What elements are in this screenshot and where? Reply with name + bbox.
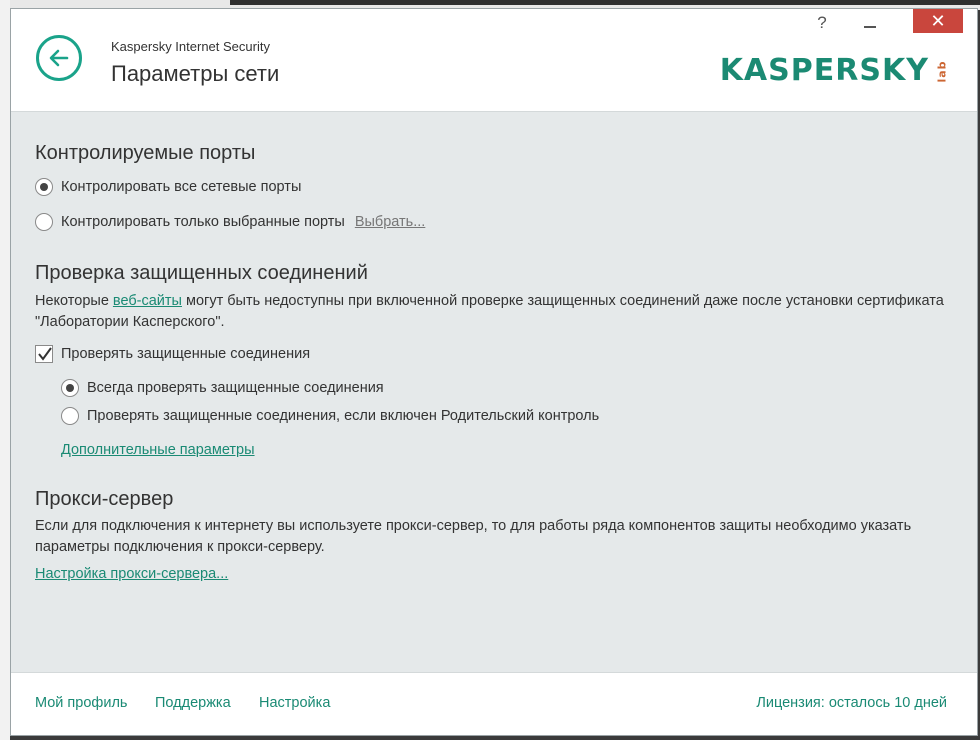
secure-option-parental-label: Проверять защищенные соединения, если включен Родительский контроль	[87, 408, 600, 424]
ports-section-title: Контролируемые порты	[35, 142, 256, 164]
ports-option-all[interactable]	[35, 178, 301, 196]
radio-selected-ports[interactable]	[35, 213, 53, 231]
close-button[interactable]: ✕	[913, 9, 963, 33]
help-button[interactable]: ?	[817, 13, 827, 32]
select-ports-link[interactable]: Выбрать...	[354, 214, 426, 230]
proxy-description: Если для подключения к интернету вы используете прокси-сервер, то для работы ряда компонентов защиты необходимо указать параметры подключения к прокси-серверу.	[35, 518, 912, 555]
checkmark-icon	[37, 346, 53, 362]
support-link[interactable]: Поддержка	[155, 695, 231, 711]
radio-always[interactable]	[61, 379, 79, 397]
page-title: Параметры сети	[111, 61, 280, 86]
radio-all-ports[interactable]	[35, 178, 53, 196]
secure-description	[35, 291, 945, 333]
minimize-button[interactable]	[855, 9, 885, 37]
logo-suffix: lab	[935, 60, 949, 83]
ports-option-all-label: Контролировать все сетевые порты	[61, 179, 302, 195]
secure-desc-text-2: могут быть недоступны при включенной проверке защищенных соединений даже после установки сертификата "Лаборатории Касперского".	[35, 293, 944, 330]
kaspersky-logo	[720, 53, 953, 88]
secure-check-row[interactable]	[35, 345, 310, 363]
proxy-section-title: Прокси-сервер	[35, 488, 174, 510]
proxy-settings-link[interactable]: Настройка прокси-сервера...	[35, 566, 229, 582]
my-profile-link[interactable]: Мой профиль	[35, 695, 128, 711]
arrow-left-icon	[49, 48, 69, 68]
websites-link[interactable]: веб-сайты	[112, 293, 182, 309]
radio-parental[interactable]	[61, 407, 79, 425]
advanced-settings-link[interactable]: Дополнительные параметры	[61, 442, 255, 458]
secure-desc-text-1: Некоторые	[35, 293, 113, 309]
settings-window	[10, 8, 978, 736]
ports-option-selected[interactable]	[35, 213, 425, 231]
license-link[interactable]: Лицензия: осталось 10 дней	[756, 695, 947, 711]
header	[11, 9, 977, 112]
secure-checkbox[interactable]	[35, 345, 53, 363]
settings-link[interactable]: Настройка	[259, 695, 331, 711]
secure-option-always-label: Всегда проверять защищенные соединения	[87, 380, 384, 396]
footer	[11, 672, 977, 735]
back-button[interactable]	[36, 35, 82, 81]
background-window-left	[0, 0, 10, 740]
secure-section-title: Проверка защищенных соединений	[35, 262, 368, 284]
logo-text: KASPERSKY	[719, 53, 929, 88]
secure-check-label: Проверять защищенные соединения	[61, 346, 311, 362]
secure-option-always[interactable]	[61, 379, 384, 397]
secure-option-parental[interactable]	[61, 407, 599, 425]
ports-option-selected-label: Контролировать только выбранные порты	[61, 214, 345, 230]
app-name: Kaspersky Internet Security	[111, 39, 270, 54]
minimize-icon	[864, 26, 876, 28]
